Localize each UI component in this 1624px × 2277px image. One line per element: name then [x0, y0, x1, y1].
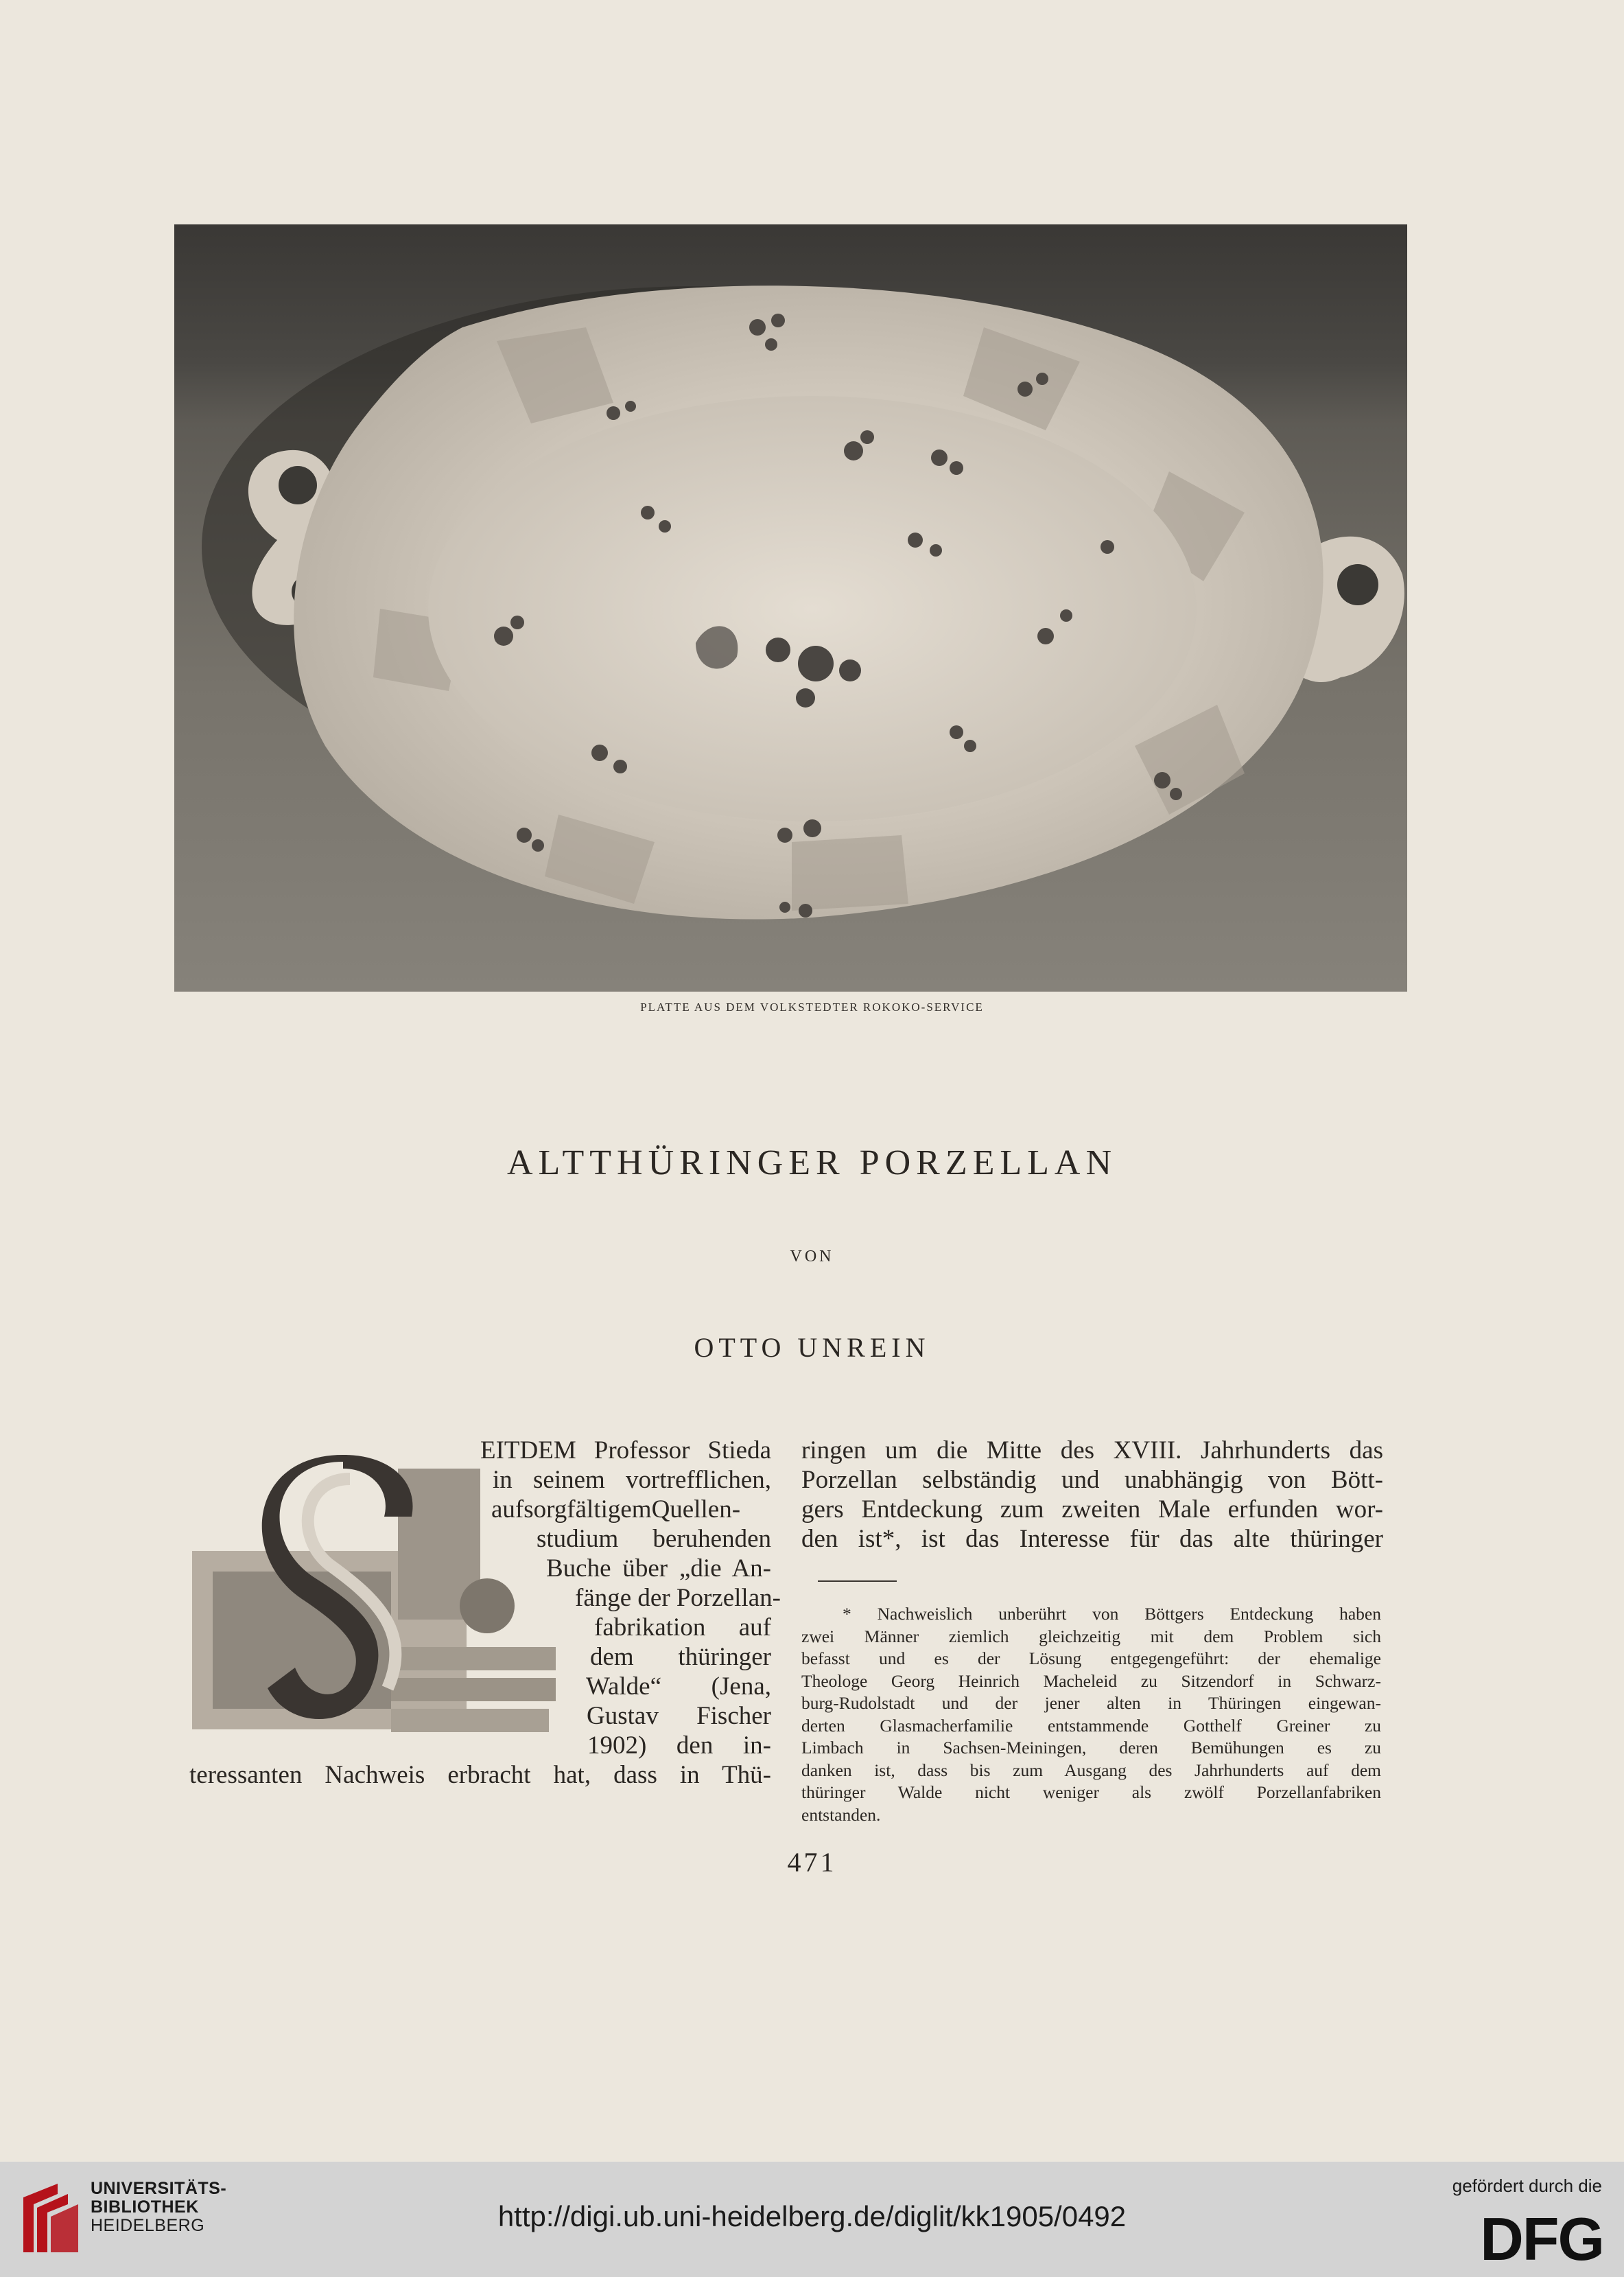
text-line: fänge der Porzellan- [575, 1584, 781, 1612]
text-line: in seinem vortrefflichen, [493, 1466, 771, 1494]
footnote-line: * Nachweislich unberührt von Böttgers Entdeckung haben [843, 1604, 1381, 1624]
footnote [801, 1603, 1381, 1826]
footnote-line: derten Glasmacherfamilie entstammende Gotthelf Greiner zu [801, 1715, 1381, 1736]
footnote-line: danken ist, dass bis zum Ausgang des Jahrhunderts auf dem [801, 1760, 1381, 1780]
text-line: EITDEM Professor Stieda [480, 1436, 771, 1464]
footnote-line: Theologe Georg Heinrich Macheleid zu Sitzendorf in Schwarz- [801, 1670, 1381, 1691]
funding-note: gefördert durch die [1452, 2175, 1602, 2196]
text-line: aufsorgfältigemQuellen- [491, 1495, 741, 1523]
text-line: fabrikation auf [594, 1613, 771, 1642]
text-line: dem thüringer [590, 1643, 771, 1671]
footnote-line: Limbach in Sachsen-Meiningen, deren Bemühungen es zu [801, 1738, 1381, 1758]
text-line: Walde“ (Jena, [586, 1672, 771, 1701]
author-name: OTTO UNREIN [694, 1332, 930, 1363]
text-line: den ist*, ist das Interesse für das alte thüringer [801, 1525, 1383, 1553]
text-line: ringen um die Mitte des XVIII. Jahrhunderts das [801, 1436, 1383, 1464]
page-url-link[interactable]: http://digi.ub.uni-heidelberg.de/diglit/kk1905/0492 [497, 2200, 1127, 2232]
text-line: Buche über „die An- [546, 1554, 771, 1583]
library-name-line: UNIVERSITÄTS- [91, 2179, 227, 2198]
footnote-line: entstanden. [801, 1804, 881, 1825]
footnote-rule [818, 1580, 897, 1582]
footnote-line: zwei Männer ziemlich gleichzeitig mit dem Problem sich [801, 1626, 1381, 1646]
library-name-line: HEIDELBERG [91, 2216, 205, 2235]
text-line: teressanten Nachweis erbracht hat, dass in Thü- [189, 1761, 771, 1789]
footnote-line: befasst und es der Lösung entgegengeführt: der ehemalige [801, 1648, 1381, 1668]
dfg-logo[interactable]: DFG [1480, 2205, 1603, 2273]
plate-caption: PLATTE AUS DEM VOLKSTEDTER ROKOKO-SERVICE [640, 1001, 984, 1014]
footnote-line: thüringer Walde nicht weniger als zwölf Porzellanfabriken [801, 1782, 1381, 1802]
article-title: ALTTHÜRINGER PORZELLAN [506, 1143, 1118, 1182]
text-line: 1902) den in- [587, 1731, 771, 1760]
page-number: 471 [787, 1847, 837, 1878]
text-line: Gustav Fischer [587, 1702, 771, 1730]
footnote-line: burg-Rudolstadt und der jener alten in Thüringen eingewan- [801, 1693, 1381, 1713]
library-name-line: BIBLIOTHEK [91, 2197, 199, 2217]
text-line: Porzellan selbständig und unabhängig von Bött- [801, 1466, 1383, 1494]
platter-illustration [174, 224, 1407, 992]
viewer-footer [0, 2162, 1624, 2277]
text-line: studium beruhenden [537, 1525, 771, 1553]
byline-von: VON [790, 1248, 834, 1265]
porcelain-platter-photo [174, 224, 1407, 992]
text-line: gers Entdeckung zum zweiten Male erfunden wor- [801, 1495, 1383, 1523]
